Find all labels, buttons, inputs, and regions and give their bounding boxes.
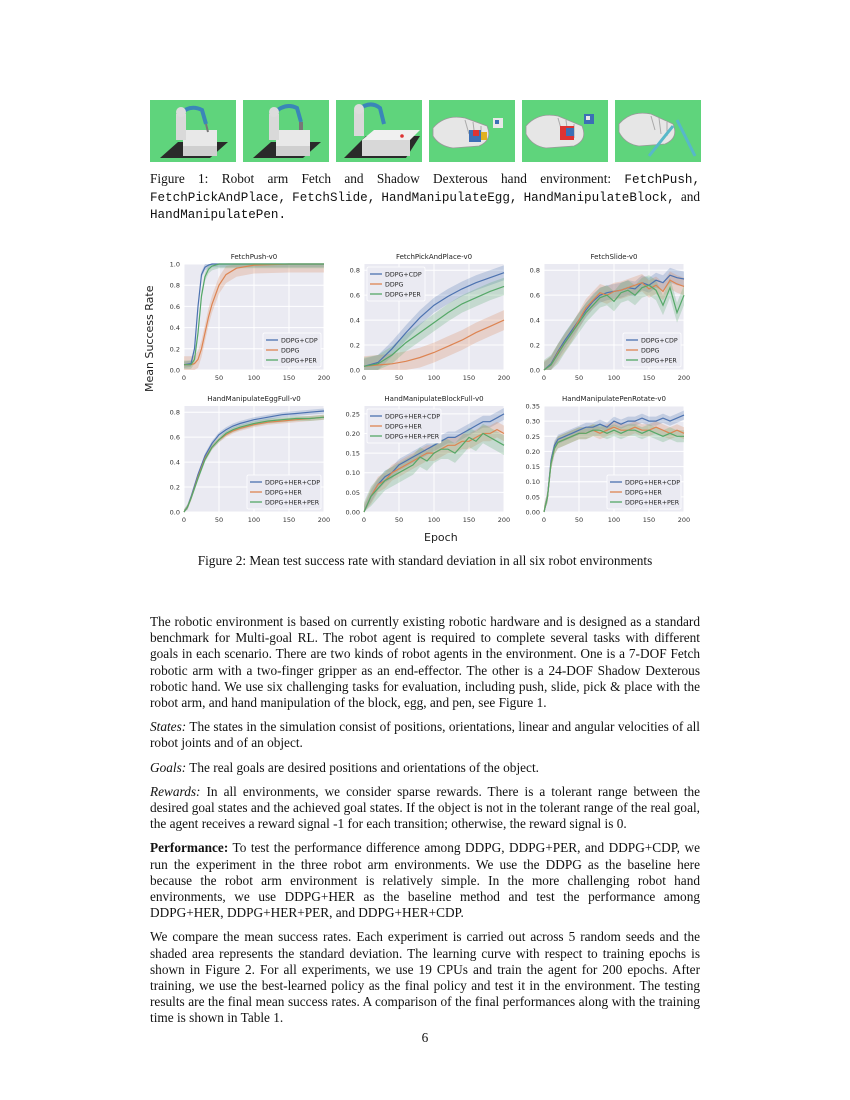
x-tick-label: 100: [247, 374, 261, 382]
page-number: 6: [421, 1030, 429, 1045]
chart-hand-manipulate-block: [340, 392, 510, 530]
legend-label: DDPG: [385, 281, 404, 289]
paragraph: The robotic environment is based on currently existing robotic hardware and is designed as a standard benchmark for Multi-goal RL. The robot agent is required to complete several tasks with different goals in each scenario. There are two kinds of robot agents in the environment. One is a 7-DOF Fetch robotic arm with a two-finger gripper as an end-effector. The other is a 24-DOF Shadow Dexterous robotic hand. We use six challenging tasks for evaluation, including push, slide, pick & place with the robot arm, and hand manipulation of the block, egg, and pen, see Figure 1.: [150, 614, 700, 711]
fetch-pick-and-place-thumbnail: [243, 100, 329, 162]
figure1-caption-lead: Figure 1: Robot arm Fetch and Shadow Dexterous hand environment:: [150, 171, 625, 186]
x-tick-label: 50: [574, 374, 584, 382]
paragraph-text: To test the performance difference among DDPG, DDPG+PER, and DDPG+CDP, we run the experiment in the three robot arm environments. We use the DDPG as the baseline here because the robot arm environment is relatively simple. In the more challenging robot hand environments, we use DDPG+HER as the baseline method and test the performance among DDPG+HER, DDPG+HER+PER, and DDPG+HER+CDP.: [150, 840, 700, 921]
x-tick-label: 150: [462, 374, 476, 382]
x-tick-label: 200: [497, 374, 511, 382]
y-tick-label: 0.30: [525, 417, 540, 426]
x-tick-label: 150: [282, 374, 296, 382]
figure1-thumbnails: [150, 100, 700, 162]
x-tick-label: 200: [677, 516, 691, 524]
chart-svg: [520, 250, 690, 388]
legend-label: DDPG+PER: [641, 357, 677, 365]
x-tick-label: 0: [541, 516, 547, 524]
y-tick-label: 0.2: [169, 483, 180, 492]
paragraph: [150, 840, 700, 921]
chart-fetch-pick-and-place: [340, 250, 510, 388]
y-tick-label: 0.10: [345, 469, 360, 478]
y-tick-label: 0.05: [345, 488, 360, 497]
hand-manipulate-egg-thumbnail: [429, 100, 515, 162]
legend-label: DDPG+HER+PER: [385, 433, 440, 441]
legend-label: DDPG+HER+PER: [625, 499, 680, 507]
env-name: HandManipulateEgg,: [381, 190, 518, 205]
legend-label: DDPG+PER: [385, 291, 421, 299]
y-tick-label: 0.25: [525, 432, 540, 441]
x-tick-label: 100: [427, 516, 441, 524]
x-tick-label: 0: [361, 516, 367, 524]
y-tick-label: 0.2: [169, 345, 180, 354]
paragraph-text: In all environments, we consider sparse rewards. There is a tolerant range between the desired goal states and the achieved goal states. If the object is not in the tolerant range of the real goal, the agent receives a reward signal -1 for each transition; otherwise, the reward signal is 0.: [150, 783, 700, 832]
legend-label: DDPG: [281, 347, 300, 355]
y-tick-label: 0.00: [525, 508, 540, 517]
env-name: FetchPush,: [624, 173, 700, 187]
chart-hand-manipulate-pen: [520, 392, 690, 530]
paragraph-text: The states in the simulation consist of positions, orientations, linear and angular velocities of all robot joints and of an object.: [150, 719, 700, 751]
x-tick-label: 100: [247, 516, 261, 524]
paragraph-text: The real goals are desired positions and orientations of the object.: [186, 759, 539, 775]
x-tick-label: 150: [642, 516, 656, 524]
y-tick-label: 0.8: [169, 408, 180, 417]
chart-fetch-push: [160, 250, 330, 388]
paragraph: [150, 784, 700, 833]
chart-title: FetchPickAndPlace-v0: [395, 253, 473, 261]
y-tick-label: 0.8: [169, 281, 180, 290]
legend-label: DDPG: [641, 347, 660, 355]
figure2-caption: Figure 2: Mean test success rate with standard deviation in all six robot environments: [197, 553, 653, 568]
fetch-slide-thumbnail: [336, 100, 422, 162]
y-tick-label: 0.20: [525, 447, 540, 456]
chart-title: FetchPush-v0: [230, 253, 278, 261]
x-tick-label: 200: [317, 374, 331, 382]
legend-label: DDPG+HER: [385, 423, 422, 431]
body-text: [150, 614, 700, 1035]
env-name: HandManipulateBlock,: [523, 190, 675, 205]
legend-label: DDPG+CDP: [385, 271, 422, 279]
y-tick-label: 0.4: [349, 316, 360, 325]
y-tick-label: 0.6: [169, 433, 180, 442]
y-tick-label: 0.0: [169, 366, 180, 375]
paragraph-heading: Rewards:: [150, 783, 201, 799]
y-tick-label: 0.10: [525, 478, 540, 487]
chart-title: HandManipulateBlockFull-v0: [384, 395, 484, 403]
y-tick-label: 0.15: [525, 463, 540, 472]
chart-svg: [340, 392, 510, 530]
x-tick-label: 0: [541, 374, 547, 382]
y-tick-label: 0.4: [169, 324, 180, 333]
y-tick-label: 0.6: [529, 291, 540, 300]
x-tick-label: 50: [214, 516, 224, 524]
x-tick-label: 50: [214, 374, 224, 382]
chart-title: HandManipulatePenRotate-v0: [562, 395, 666, 403]
x-tick-label: 0: [181, 516, 187, 524]
y-tick-label: 0.20: [345, 429, 360, 438]
legend-label: DDPG+CDP: [281, 337, 318, 345]
hand-manipulate-block-thumbnail: [522, 100, 608, 162]
y-tick-label: 0.6: [169, 302, 180, 311]
chart-svg: [340, 250, 510, 388]
x-tick-label: 100: [427, 374, 441, 382]
fetch-push-thumbnail: [150, 100, 236, 162]
y-tick-label: 0.0: [169, 508, 180, 517]
x-tick-label: 50: [574, 516, 584, 524]
chart-title: HandManipulateEggFull-v0: [207, 395, 301, 403]
chart-title: FetchSlide-v0: [590, 253, 638, 261]
legend-label: DDPG+HER: [265, 489, 302, 497]
y-tick-label: 0.25: [345, 410, 360, 419]
legend-label: DDPG+PER: [281, 357, 317, 365]
y-tick-label: 0.35: [525, 402, 540, 411]
hand-manipulate-pen-thumbnail: [615, 100, 701, 162]
x-tick-label: 200: [677, 374, 691, 382]
chart-svg: [520, 392, 690, 530]
x-tick-label: 200: [317, 516, 331, 524]
x-tick-label: 100: [607, 374, 621, 382]
chart-hand-manipulate-egg: [160, 392, 330, 530]
y-tick-label: 0.00: [345, 508, 360, 517]
x-tick-label: 50: [394, 374, 404, 382]
y-tick-label: 0.05: [525, 493, 540, 502]
legend-label: DDPG+HER+CDP: [265, 479, 321, 487]
figure2-x-axis-label: Epoch: [424, 531, 458, 544]
env-name: HandManipulatePen.: [150, 208, 287, 222]
paragraph: We compare the mean success rates. Each experiment is carried out across 5 random seeds and the shaded area represents the standard deviation. The learning curve with respect to training epochs is shown in Figure 2. For all experiments, we use 19 CPUs and train the agent for 200 epochs. After training, we use the best-learned policy as the final policy and test it in the environment. The testing results are the final mean success rates. A comparison of the final performances along with the training time is shown in Table 1.: [150, 929, 700, 1026]
env-name: FetchSlide,: [292, 190, 376, 205]
y-tick-label: 0.6: [349, 291, 360, 300]
paragraph: [150, 719, 700, 751]
x-tick-label: 0: [181, 374, 187, 382]
x-tick-label: 150: [462, 516, 476, 524]
y-tick-label: 0.8: [529, 266, 540, 275]
paragraph-heading: Goals:: [150, 759, 187, 775]
x-tick-label: 200: [497, 516, 511, 524]
y-tick-label: 1.0: [169, 260, 180, 269]
figure1-caption: [150, 171, 700, 224]
y-tick-label: 0.8: [349, 266, 360, 275]
legend-label: DDPG+CDP: [641, 337, 678, 345]
x-tick-label: 0: [361, 374, 367, 382]
legend-label: DDPG+HER: [625, 489, 662, 497]
y-tick-label: 0.0: [349, 366, 360, 375]
x-tick-label: 100: [607, 516, 621, 524]
chart-svg: [160, 392, 330, 530]
x-tick-label: 150: [642, 374, 656, 382]
paragraph-heading: Performance:: [150, 840, 229, 856]
x-tick-label: 150: [282, 516, 296, 524]
paragraph: [150, 760, 700, 776]
paragraph-heading: States:: [150, 719, 187, 735]
y-tick-label: 0.15: [345, 449, 360, 458]
legend-label: DDPG+HER+CDP: [385, 413, 441, 421]
figure2-y-axis-label: Mean Success Rate: [143, 285, 156, 392]
y-tick-label: 0.2: [349, 341, 360, 350]
legend-label: DDPG+HER+CDP: [625, 479, 681, 487]
env-name: FetchPickAndPlace,: [150, 190, 287, 205]
y-tick-label: 0.0: [529, 366, 540, 375]
y-tick-label: 0.4: [529, 316, 540, 325]
legend-label: DDPG+HER+PER: [265, 499, 320, 507]
env-conjunction: and: [680, 188, 701, 204]
y-tick-label: 0.2: [529, 341, 540, 350]
x-tick-label: 50: [394, 516, 404, 524]
chart-fetch-slide: [520, 250, 690, 388]
y-tick-label: 0.4: [169, 458, 180, 467]
chart-svg: [160, 250, 330, 388]
